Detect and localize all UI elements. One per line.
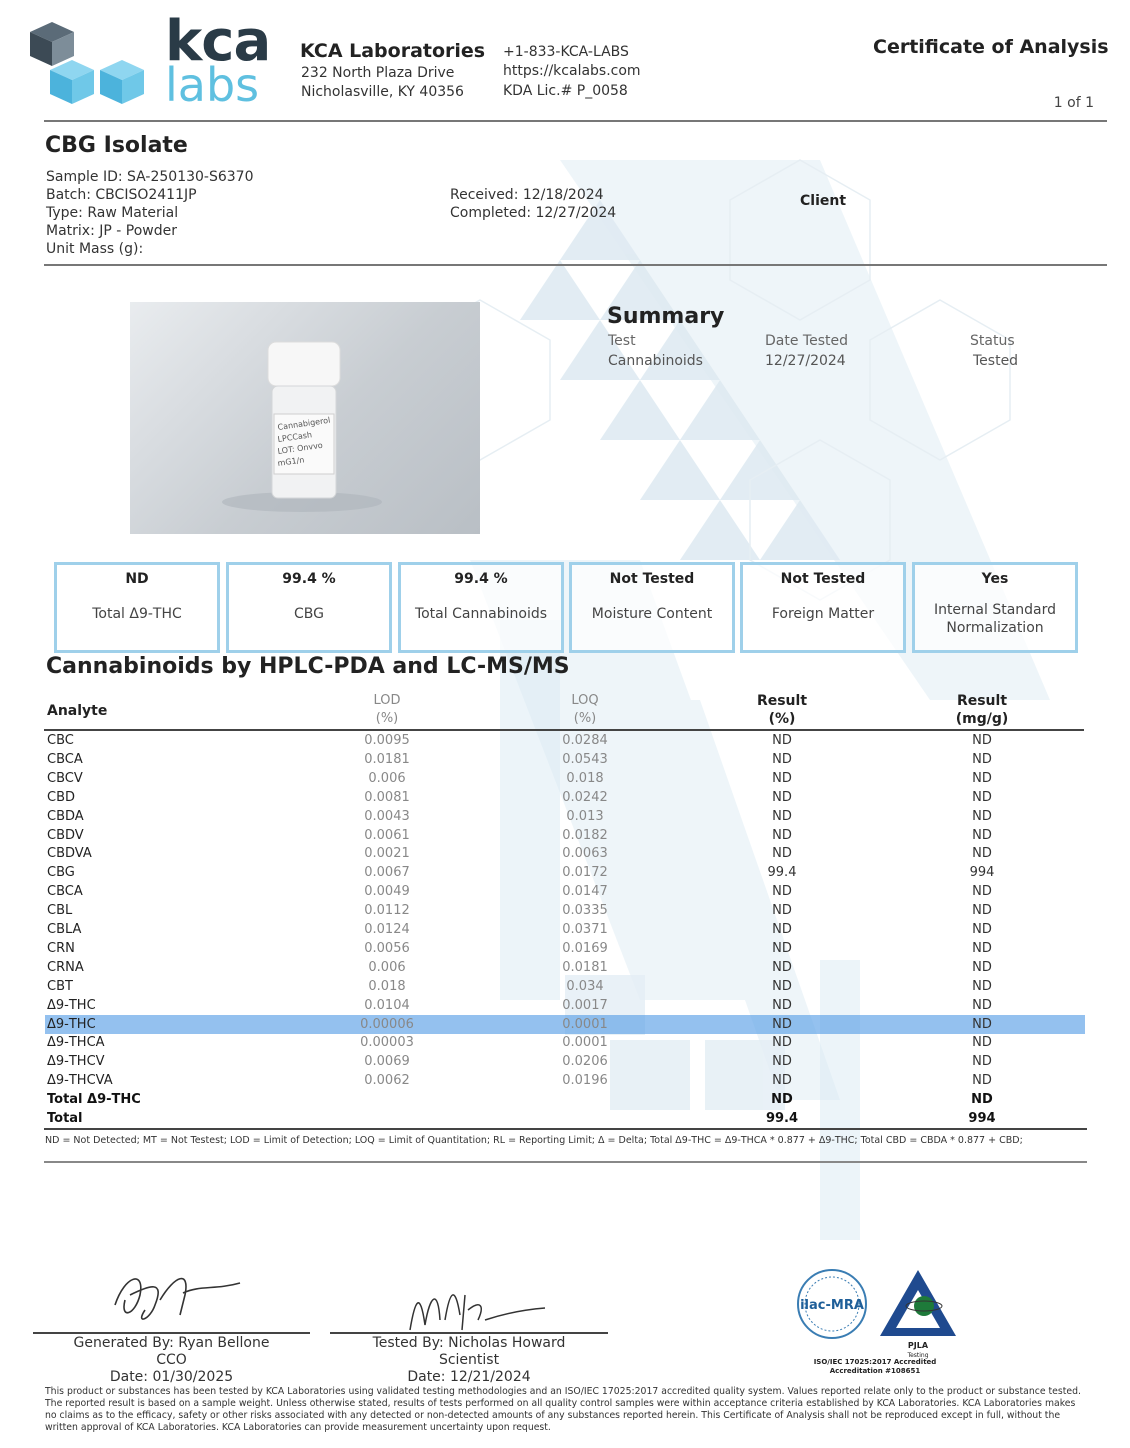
- cell-analyte: Total Δ9-THC: [47, 1092, 141, 1108]
- table-row: [45, 788, 1085, 807]
- logo-text-kca: kca: [165, 9, 271, 74]
- vial-image: [130, 302, 480, 534]
- pjla-sub: Testing: [907, 1352, 929, 1359]
- cell-lod: 0.0124: [364, 922, 410, 937]
- pjla-logo-icon: [880, 1270, 956, 1359]
- table-row: [45, 939, 1085, 958]
- iso-accreditation: ISO/IEC 17025:2017 Accredited: [813, 1358, 937, 1366]
- cell-lod: 0.00006: [360, 1016, 414, 1032]
- table-footnote: ND = Not Detected; MT = Not Testest; LOD = Limit of Detection; LOQ = Limit of Quantitation; RL = Reporting Limit; Δ = Delta; Total Δ9-THC = Δ9-THCA * 0.877 + Δ9-THC; Total CBD = CBDA * 0.877 + CBD;: [45, 1135, 1023, 1146]
- cell-result-mg: ND: [972, 978, 992, 994]
- disclaimer: This product or substances has been tested by KCA Laboratories using validated testing methodologies and an ISO/IEC 17025:2017 accredited quality system. Values reported relate only to the product or substance tested. The reported result is based on a sample weight. Unless otherwise stated, results of tests performed on all quality control samples were within acceptance criteria established by KCA Laboratories. KCA Laboratories makes no claims as to the efficacy, safety or other risks associated with any detected or non-detected amounts of any substances reported herein. This Certificate of Analysis shall not be reproduced except in full, without the written approval of KCA Laboratories. KCA Laboratories can provide measurement uncertainty upon request.: [45, 1386, 1081, 1433]
- th-lod: [330, 692, 444, 728]
- cell-analyte: CBDV: [47, 827, 84, 843]
- cell-result-pct: ND: [772, 1073, 792, 1089]
- matrix: Matrix: JP - Powder: [46, 223, 177, 239]
- unit-mass: Unit Mass (g):: [46, 241, 144, 257]
- product-name: CBG Isolate: [45, 133, 188, 158]
- page-number: 1 of 1: [1053, 95, 1094, 111]
- th-loq-label: LOQ: [571, 693, 599, 708]
- card-internal-standard: [912, 562, 1078, 653]
- cell-analyte: CRN: [47, 940, 75, 956]
- cell-result-pct: ND: [772, 827, 792, 843]
- cell-result-mg: ND: [972, 940, 992, 956]
- table-row: [45, 863, 1085, 882]
- cell-analyte: Total: [47, 1111, 83, 1126]
- cell-result-pct: ND: [772, 1054, 792, 1070]
- cell-result-mg: ND: [972, 884, 992, 900]
- lab-phone: +1-833-KCA-LABS: [503, 44, 629, 60]
- table-bottom-divider: [44, 1128, 1087, 1130]
- th-loq: [528, 692, 642, 728]
- cell-lod: 0.006: [368, 959, 406, 975]
- cell-analyte: CBDA: [47, 808, 84, 824]
- logo-text-labs: labs: [165, 58, 260, 112]
- table-row: [45, 826, 1085, 845]
- tested-by-block: [330, 1335, 608, 1386]
- cell-result-mg: ND: [971, 1092, 993, 1108]
- signature-line-tested: [330, 1332, 608, 1334]
- signature-line-generated: [33, 1332, 310, 1334]
- cell-lod: 0.0081: [364, 789, 410, 805]
- cell-loq: 0.0001: [562, 1035, 608, 1051]
- table-row: [45, 882, 1085, 901]
- signature-ryan-bellone: [105, 1265, 245, 1335]
- th-result-mg-label: Result: [956, 693, 1008, 709]
- cell-lod: 0.0067: [364, 865, 410, 881]
- cell-result-mg: ND: [972, 1073, 992, 1089]
- summary-col-test: Test: [608, 333, 636, 349]
- cell-result-pct: ND: [772, 922, 792, 937]
- summary-date: 12/27/2024: [765, 353, 846, 369]
- cell-lod: 0.0062: [364, 1073, 410, 1089]
- cell-result-mg: 994: [969, 865, 995, 881]
- cell-result-pct: ND: [772, 978, 792, 994]
- cell-lod: 0.0181: [364, 751, 410, 767]
- sample-type: Type: Raw Material: [46, 205, 179, 221]
- table-row: [45, 1015, 1085, 1034]
- card-label: Foreign Matter: [771, 606, 875, 622]
- cell-loq: 0.0284: [562, 733, 608, 748]
- cell-analyte: Δ9-THC: [47, 1016, 96, 1032]
- cell-result-mg: ND: [972, 770, 992, 786]
- tested-by-title: Scientist: [438, 1352, 500, 1368]
- table-row: [45, 1052, 1085, 1071]
- cell-loq: 0.0169: [562, 940, 608, 956]
- lab-website[interactable]: https://kcalabs.com: [503, 63, 641, 79]
- table-row: [45, 1071, 1085, 1090]
- cell-loq: 0.0172: [562, 865, 608, 881]
- dates-block: [450, 186, 616, 222]
- header-divider: [44, 120, 1107, 122]
- cell-lod: 0.0112: [364, 903, 410, 919]
- cell-result-pct: 99.4: [767, 865, 797, 881]
- cell-result-pct: ND: [772, 997, 792, 1013]
- cell-loq: 0.018: [566, 770, 604, 786]
- cell-loq: 0.0335: [562, 903, 608, 919]
- cell-result-pct: ND: [771, 1092, 793, 1108]
- document-title: Certificate of Analysis: [873, 36, 1109, 58]
- cell-analyte: CBG: [47, 865, 75, 881]
- cell-lod: 0.006: [368, 770, 406, 786]
- lab-license: KDA Lic.# P_0058: [503, 83, 628, 99]
- cell-lod: 0.0061: [364, 827, 410, 843]
- card-label: Total Δ9-THC: [92, 606, 182, 622]
- th-result-mg-unit: (mg/g): [955, 711, 1009, 727]
- card-cbg: [226, 562, 392, 653]
- cell-result-pct: ND: [772, 1016, 792, 1032]
- card-label: Moisture Content: [591, 606, 713, 622]
- cell-result-pct: ND: [772, 846, 792, 862]
- signature-nicholas-howard: [400, 1280, 550, 1340]
- th-result-pct-unit: (%): [768, 711, 796, 727]
- generated-by-title: CCO: [156, 1352, 187, 1368]
- cannabinoid-section-title: Cannabinoids by HPLC-PDA and LC-MS/MS: [46, 654, 570, 679]
- cell-loq: 0.0017: [562, 997, 608, 1013]
- th-loq-unit: (%): [573, 711, 597, 726]
- cell-loq: 0.0182: [562, 827, 608, 843]
- cell-result-mg: ND: [972, 997, 992, 1013]
- cell-analyte: CBCA: [47, 884, 83, 900]
- footnote-divider: [44, 1161, 1087, 1163]
- sample-info-block: [46, 168, 254, 258]
- cell-lod: 0.0104: [364, 997, 410, 1013]
- table-row: [45, 920, 1085, 939]
- cell-loq: 0.0371: [562, 922, 608, 937]
- cell-result-mg: ND: [972, 789, 992, 805]
- table-row: [45, 731, 1085, 750]
- cell-result-pct: ND: [772, 733, 792, 748]
- vial-label-line1: Cannabigerol: [277, 415, 331, 432]
- table-row: [45, 1109, 1085, 1128]
- completed-date: Completed: 12/27/2024: [450, 205, 617, 221]
- kca-cubes-logo-icon: [30, 18, 150, 113]
- table-row: [45, 769, 1085, 788]
- cell-analyte: Δ9-THC: [47, 997, 96, 1013]
- cell-result-pct: ND: [772, 959, 792, 975]
- cell-loq: 0.0242: [562, 789, 608, 805]
- ilac-mra-logo-icon: [798, 1270, 866, 1338]
- cell-result-pct: ND: [772, 884, 792, 900]
- th-result-pct: [725, 692, 839, 728]
- cell-loq: 0.0206: [562, 1054, 608, 1070]
- cell-analyte: CBLA: [47, 922, 82, 937]
- summary-col-date: Date Tested: [765, 333, 848, 349]
- cell-result-mg: ND: [972, 733, 992, 748]
- card-total-thc: [54, 562, 220, 653]
- table-row: [45, 958, 1085, 977]
- table-row: [45, 1090, 1085, 1109]
- lab-address-line2: Nicholasville, KY 40356: [301, 84, 464, 100]
- cell-result-pct: ND: [772, 1035, 792, 1051]
- cell-result-pct: ND: [772, 940, 792, 956]
- generated-date: Date: 01/30/2025: [109, 1369, 234, 1385]
- th-lod-unit: (%): [375, 711, 399, 726]
- card-value: ND: [125, 571, 149, 587]
- card-value: 99.4 %: [454, 571, 508, 587]
- card-value: Yes: [981, 571, 1009, 587]
- client-label: Client: [800, 193, 847, 209]
- cell-loq: 0.0196: [562, 1073, 608, 1089]
- ilac-logo-text: ilac-MRA: [800, 1298, 864, 1313]
- cell-result-pct: 99.4: [765, 1111, 799, 1126]
- pjla-text: PJLA: [907, 1341, 929, 1350]
- cell-result-pct: ND: [772, 808, 792, 824]
- card-label: CBG: [294, 606, 324, 622]
- cell-result-pct: ND: [772, 903, 792, 919]
- cell-lod: 0.0043: [364, 808, 410, 824]
- table-row: [45, 844, 1085, 863]
- cell-result-pct: ND: [772, 789, 792, 805]
- cell-result-mg: ND: [972, 959, 992, 975]
- cell-analyte: CBC: [47, 733, 74, 748]
- cell-result-mg: ND: [972, 903, 992, 919]
- received-date: Received: 12/18/2024: [450, 187, 604, 203]
- cell-lod: 0.0049: [364, 884, 410, 900]
- generated-by-block: [33, 1335, 310, 1386]
- cell-result-pct: ND: [772, 751, 792, 767]
- cell-lod: 0.0021: [364, 846, 410, 862]
- cell-lod: 0.0069: [364, 1054, 410, 1070]
- cell-analyte: CBD: [47, 789, 76, 805]
- cell-result-mg: ND: [972, 808, 992, 824]
- cell-analyte: CBCA: [47, 751, 83, 767]
- cell-result-mg: ND: [972, 751, 992, 767]
- cell-loq: 0.0147: [562, 884, 608, 900]
- table-row: [45, 996, 1085, 1015]
- batch: Batch: CBCISO2411JP: [46, 187, 197, 203]
- cell-result-mg: ND: [972, 827, 992, 843]
- lab-address-line1: 232 North Plaza Drive: [301, 65, 455, 81]
- card-label: Internal Standard Normalization: [933, 602, 1057, 636]
- lab-name: KCA Laboratories: [300, 40, 486, 62]
- table-row: [45, 807, 1085, 826]
- tested-date: Date: 12/21/2024: [407, 1369, 531, 1385]
- cell-loq: 0.0181: [562, 959, 608, 975]
- table-row: [45, 750, 1085, 769]
- cell-result-mg: ND: [972, 922, 992, 937]
- accreditation-logos: [790, 1268, 960, 1378]
- cell-lod: 0.0056: [364, 940, 410, 956]
- cell-loq: 0.0001: [562, 1016, 608, 1032]
- card-total-cannabinoids: [398, 562, 564, 653]
- cell-analyte: Δ9-THCV: [47, 1054, 105, 1070]
- cell-loq: 0.0543: [562, 751, 608, 767]
- cell-analyte: CRNA: [47, 959, 84, 975]
- vial-label-line4: mG1/n: [277, 455, 305, 468]
- cell-analyte: Δ9-THCA: [47, 1035, 105, 1051]
- cell-analyte: CBL: [47, 903, 73, 919]
- sample-id: Sample ID: SA-250130-S6370: [46, 169, 254, 185]
- tested-by: Tested By: Nicholas Howard: [372, 1335, 566, 1351]
- info-divider: [44, 264, 1107, 266]
- cell-lod: 0.00003: [360, 1035, 414, 1051]
- card-value: Not Tested: [609, 571, 695, 587]
- cell-analyte: Δ9-THCVA: [47, 1073, 113, 1089]
- table-row: [45, 901, 1085, 920]
- summary-title: Summary: [607, 304, 725, 329]
- th-result-pct-label: Result: [756, 693, 808, 709]
- cell-lod: 0.0095: [364, 733, 410, 748]
- th-analyte: Analyte: [47, 703, 108, 719]
- th-result-mg: [925, 692, 1039, 728]
- cell-loq: 0.034: [566, 978, 604, 994]
- cell-loq: 0.0063: [562, 846, 608, 862]
- summary-test: Cannabinoids: [608, 353, 703, 369]
- th-lod-label: LOD: [373, 693, 401, 708]
- card-foreign-matter: [740, 562, 906, 653]
- card-label: Total Cannabinoids: [414, 606, 548, 622]
- summary-status: Tested: [973, 353, 1019, 369]
- table-row: [45, 977, 1085, 996]
- card-value: Not Tested: [780, 571, 866, 587]
- cell-result-pct: ND: [772, 770, 792, 786]
- generated-by: Generated By: Ryan Bellone: [73, 1335, 270, 1351]
- cell-analyte: CBDVA: [47, 846, 92, 862]
- cell-lod: 0.018: [368, 978, 406, 994]
- accreditation-number: Accreditation #108651: [829, 1367, 921, 1375]
- cell-loq: 0.013: [566, 808, 604, 824]
- cell-result-mg: ND: [972, 1054, 992, 1070]
- cell-analyte: CBT: [47, 978, 73, 994]
- summary-col-status: Status: [970, 333, 1015, 349]
- product-photo: [130, 302, 480, 534]
- card-moisture: [569, 562, 735, 653]
- cell-result-mg: ND: [972, 1016, 992, 1032]
- vial-label-line2: LPCCash: [277, 430, 313, 444]
- cell-analyte: CBCV: [47, 770, 83, 786]
- cell-result-mg: 994: [968, 1111, 996, 1126]
- card-value: 99.4 %: [282, 571, 336, 587]
- table-row: [45, 1033, 1085, 1052]
- vial-label-line3: LOT: Onvvo: [277, 440, 324, 456]
- cell-result-mg: ND: [972, 846, 992, 862]
- cell-result-mg: ND: [972, 1035, 992, 1051]
